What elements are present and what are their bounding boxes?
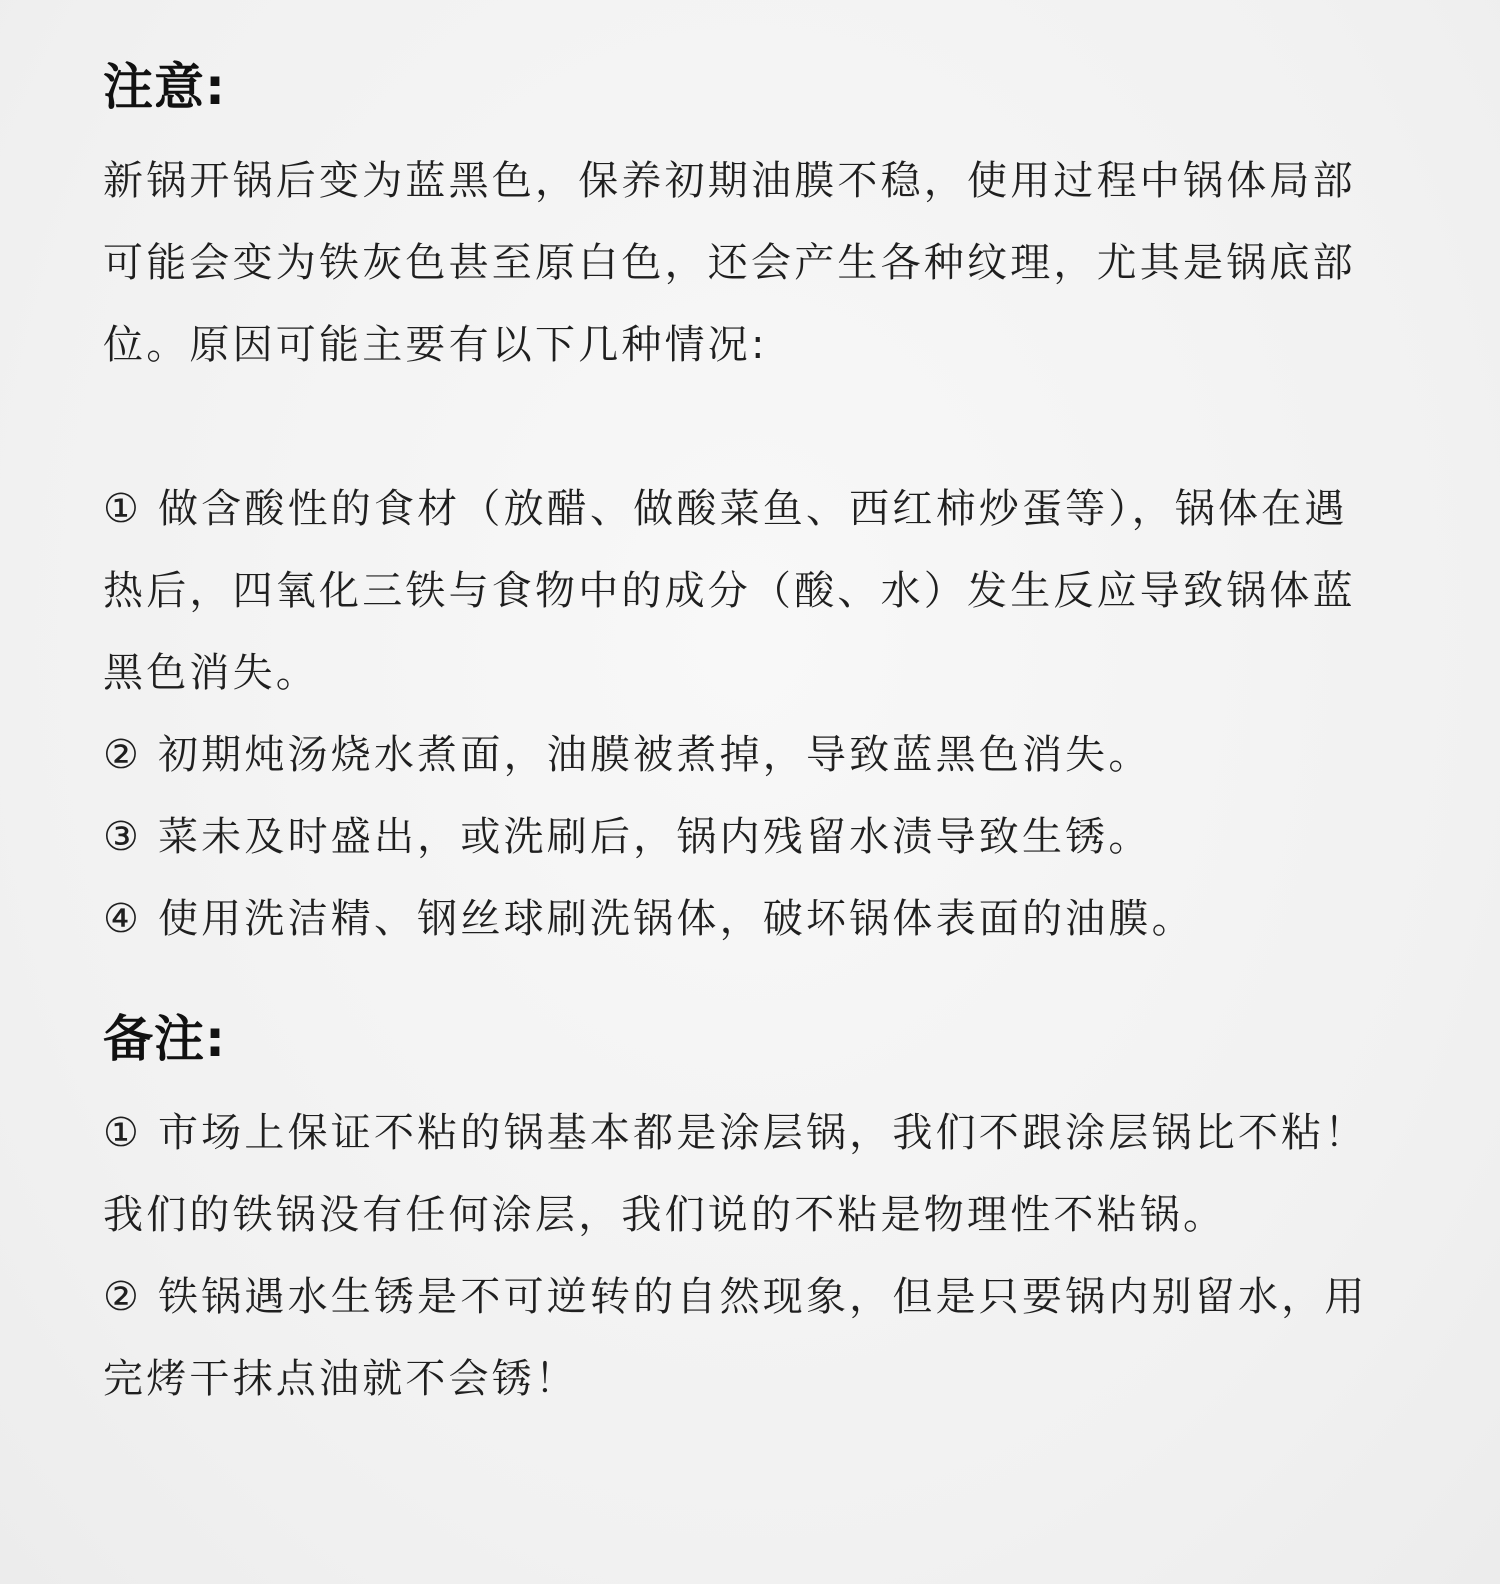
remarks-heading: 备注:: [103, 1010, 226, 1068]
remarks-section: [103, 1004, 1390, 1420]
notice-cause-item-1: ① 做含酸性的食材（放醋、做酸菜鱼、西红柿炒蛋等），锅体在遇热后，四氧化三铁与食物中的成分（酸、水）发生反应导致锅体蓝黑色消失。: [103, 486, 1356, 696]
notice-causes-list: [103, 468, 1390, 960]
notice-intro-paragraph: 新锅开锅后变为蓝黑色，保养初期油膜不稳，使用过程中锅体局部可能会变为铁灰色甚至原白色，还会产生各种纹理，尤其是锅底部位。原因可能主要有以下几种情况:: [103, 158, 1356, 368]
remark-item-2: ② 铁锅遇水生锈是不可逆转的自然现象，但是只要锅内别留水，用完烤干抹点油就不会锈！: [103, 1274, 1368, 1402]
remarks-list: [103, 1092, 1390, 1420]
paragraph-spacer: [103, 386, 1390, 468]
remark-item-1: ① 市场上保证不粘的锅基本都是涂层锅，我们不跟涂层锅比不粘！我们的铁锅没有任何涂层，我们说的不粘是物理性不粘锅。: [103, 1110, 1368, 1238]
notice-section: [103, 52, 1390, 960]
notice-heading: 注意:: [103, 58, 226, 116]
notice-cause-item-3: ③ 菜未及时盛出，或洗刷后，锅内残留水渍导致生锈。: [103, 814, 1152, 860]
notice-cause-item-4: ④ 使用洗洁精、钢丝球刷洗锅体，破坏锅体表面的油膜。: [103, 896, 1195, 942]
notice-cause-item-2: ② 初期炖汤烧水煮面，油膜被煮掉，导致蓝黑色消失。: [103, 732, 1152, 778]
